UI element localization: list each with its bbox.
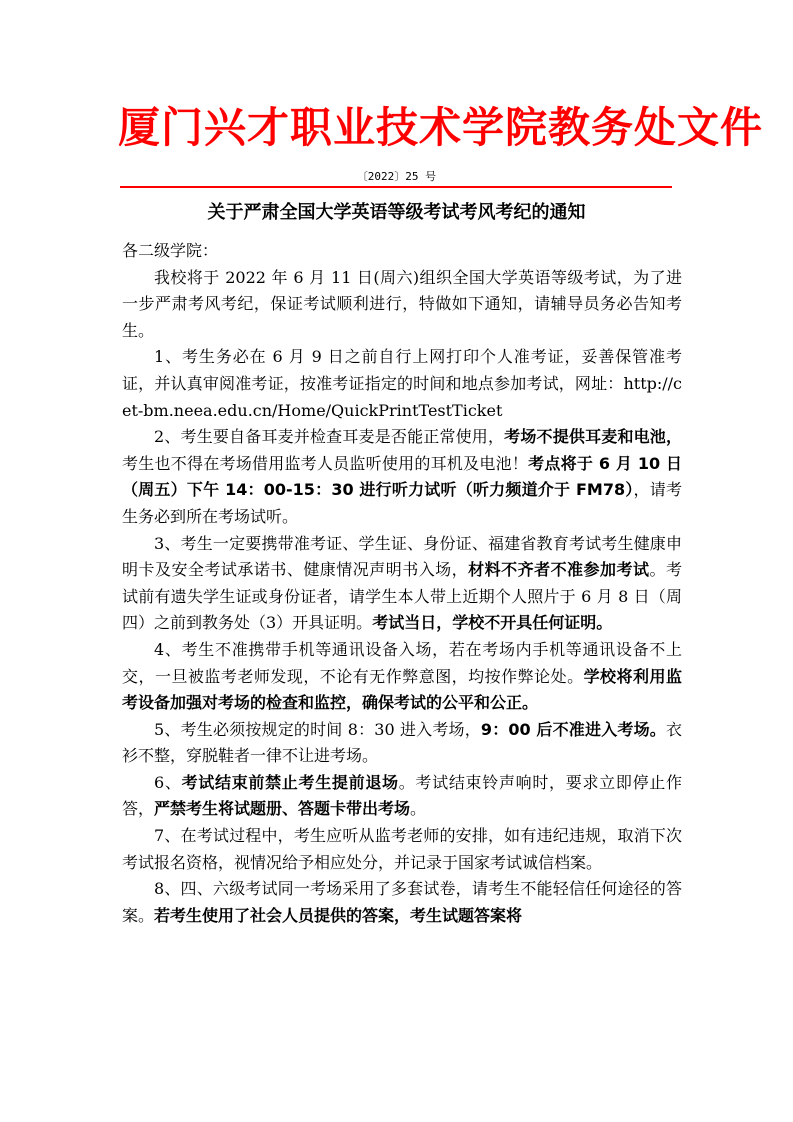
notice-body — [122, 238, 682, 929]
doc-number: 〔2022〕25 号 — [356, 170, 437, 183]
item-4-text-1: 4、考生不准携带手机等通讯设备入场，若在考场内手机等通讯设备不上交，一旦被监考老师发现，不论有无作弊意图，均按作弊论处。 — [122, 639, 682, 686]
item-8-paragraph — [122, 876, 682, 929]
item-6-bold-1: 考试结束前禁止考生提前退场 — [181, 772, 399, 792]
item-2-text-3: ，请考生务必到所在考场试听。 — [122, 480, 682, 526]
item-1-text: 1、考生务必在 6 月 9 日之前自行上网打印个人准考证，妥善保管准考证，并认真审阅准考证，按准考证指定的时间和地点参加考试，网址：http://cet-bm.neea.edu.cn/Home/QuickPrintTestTicket — [122, 347, 682, 420]
item-3-bold-1: 材料不齐者不准参加考试 — [468, 560, 650, 580]
item-6-text-3: 。 — [410, 799, 427, 819]
item-7-text: 7、在考试过程中，考生应听从监考老师的安排，如有违纪违规，取消下次考试报名资格，视情况给予相应处分，并记录于国家考试诚信档案。 — [122, 826, 682, 872]
item-6-text-1: 6、 — [154, 772, 182, 792]
intro-paragraph: 我校将于 2022 年 6 月 11 日(周六)组织全国大学英语等级考试，为了进一步严肃考风考纪，保证考试顺利进行，特做如下通知，请辅导员务必告知考生。 — [122, 267, 682, 340]
item-8-bold-1: 若考生使用了社会人员提供的答案，考生试题答案将 — [154, 905, 523, 925]
org-title: 厦门兴才职业技术学院教务处文件 — [118, 103, 764, 152]
item-3-text-2: 。考试前有遗失学生证或身份证者，请学生本人带上近期个人照片于 6 月 8 日（周四）之前到教务处（3）开具证明。 — [122, 560, 682, 633]
item-3-paragraph — [122, 531, 682, 637]
red-divider-line — [120, 186, 672, 188]
item-4-bold-1: 学校将利用监考设备加强对考场的检查和监控，确保考试的公平和公正。 — [122, 666, 682, 713]
item-5-bold-1: 9：00 后不准进入考场。 — [480, 719, 666, 739]
item-6-paragraph — [122, 770, 682, 823]
item-5-paragraph — [122, 717, 682, 770]
item-7-paragraph — [122, 823, 682, 876]
item-5-text-2: 衣衫不整，穿脱鞋者一律不让进考场。 — [122, 719, 682, 766]
item-2-text-2: 考生也不得在考场借用监考人员监听使用的耳机及电池！ — [122, 453, 529, 473]
item-2-paragraph — [122, 424, 682, 530]
item-4-paragraph — [122, 637, 682, 717]
item-5-text-1: 5、考生必须按规定的时间 8：30 进入考场， — [154, 719, 481, 739]
item-3-text-1: 3、考生一定要携带准考证、学生证、身份证、福建省教育考试考生健康申明卡及安全考试承诺书、健康情况声明书入场， — [122, 533, 682, 580]
item-2-bold-1: 考场不提供耳麦和电池， — [504, 427, 682, 447]
item-2-text-1: 2、考生要自备耳麦并检查耳麦是否能正常使用， — [154, 427, 505, 447]
notice-title: 关于严肃全国大学英语等级考试考风考纪的通知 — [207, 202, 586, 223]
item-1-paragraph — [122, 344, 682, 424]
item-8-text-1: 8、四、六级考试同一考场采用了多套试卷，请考生不能轻信任何途径的答案。 — [122, 879, 682, 925]
item-2-bold-2: 考点将于 6 月 10 日（周五）下午 14：00-15：30 进行听力试听（听力频道介于 FM78） — [122, 453, 682, 500]
item-3-bold-2: 考试当日，学校不开具任何证明。 — [372, 613, 613, 633]
item-6-text-2: 。考试结束铃声响时，要求立即停止作答， — [122, 772, 682, 819]
salutation: 各二级学院： — [122, 241, 219, 260]
item-6-bold-2: 严禁考生将试题册、答题卡带出考场 — [154, 799, 411, 819]
